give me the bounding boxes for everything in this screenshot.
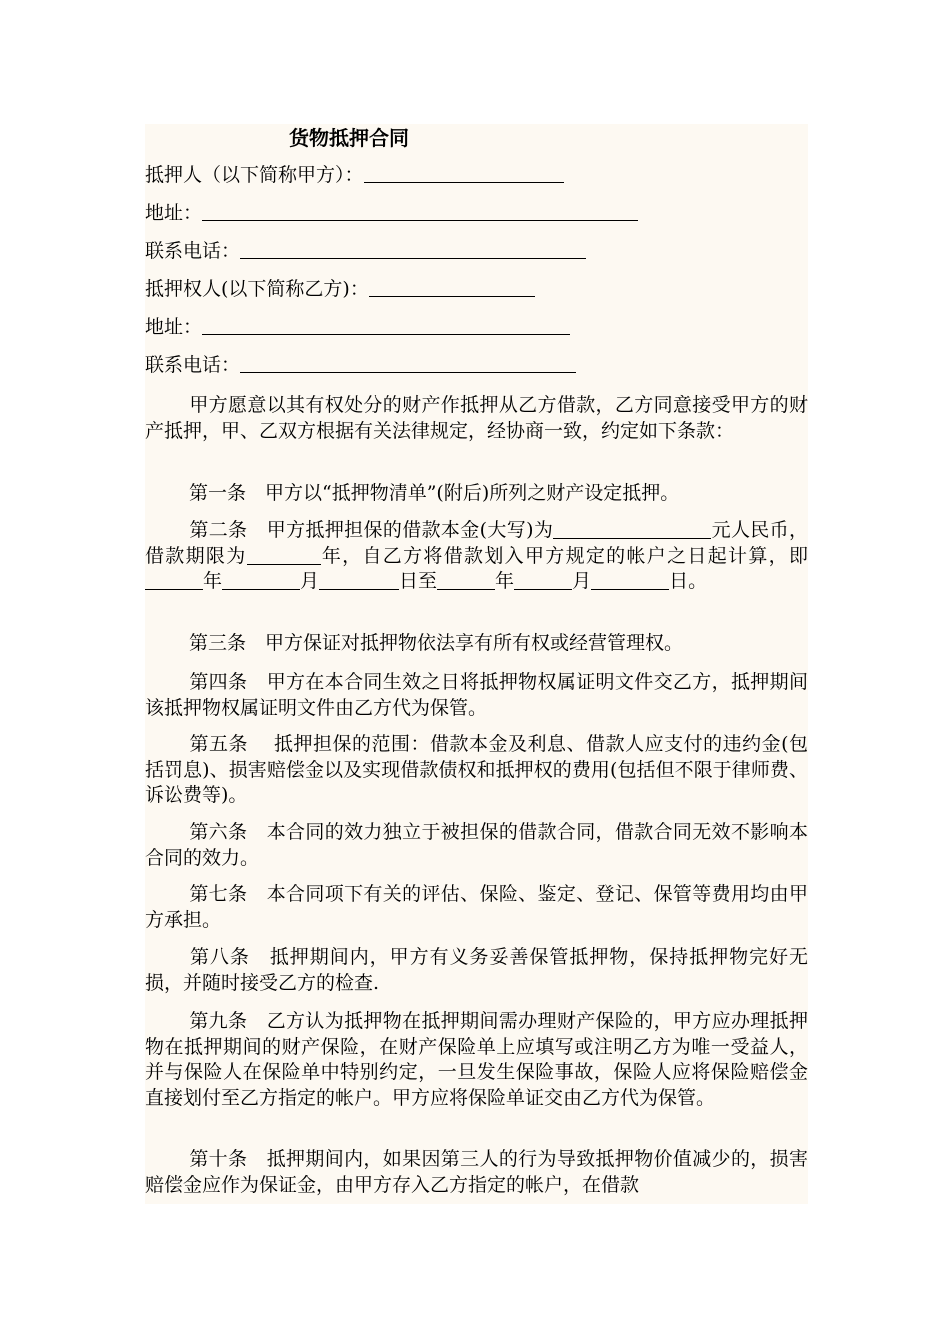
article-2-month-2: 月 xyxy=(572,570,592,592)
article-9-text: 第九条 乙方认为抵押物在抵押期间需办理财产保险的，甲方应办理抵押物在抵押期间的财产保险，在财产保险单上应填写或注明乙方为唯一受益人，并与保险人在保险单中特别约定，一旦发生保险事故，保险人应将保险赔偿金直接划付至乙方指定的帐户。甲方应将保险单证交由乙方代为保管。 xyxy=(145,1010,808,1109)
article-10-text: 第十条 抵押期间内，如果因第三人的行为导致抵押物价值减少的，损害赔偿金应作为保证金，由甲方存入乙方指定的帐户，在借款 xyxy=(145,1148,808,1196)
mortgagor-field xyxy=(145,162,564,188)
mortgagor-address-label: 地址： xyxy=(145,202,203,224)
start-month-blank xyxy=(222,571,300,590)
mortgagee-label: 抵押权人(以下简称乙方)： xyxy=(145,278,369,300)
mortgagor-phone-label: 联系电话： xyxy=(145,240,241,262)
article-7-text: 第七条 本合同项下有关的评估、保险、鉴定、登记、保管等费用均由甲方承担。 xyxy=(145,883,808,931)
document-title: 货物抵押合同 xyxy=(289,126,409,150)
mortgagee-address-blank xyxy=(202,314,570,335)
mortgagor-address-field xyxy=(145,200,638,226)
start-year-blank xyxy=(145,571,203,590)
article-4 xyxy=(145,670,808,721)
article-1-text: 第一条 甲方以“抵押物清单”(附后)所列之财产设定抵押。 xyxy=(189,482,680,504)
mortgagor-phone-field xyxy=(145,238,586,264)
end-day-blank xyxy=(591,571,669,590)
mortgagee-phone-label: 联系电话： xyxy=(145,354,241,376)
article-2-month-1: 月 xyxy=(300,570,320,592)
article-2-day-end: 日。 xyxy=(669,570,708,592)
mortgagor-label: 抵押人（以下简称甲方）： xyxy=(145,164,364,186)
article-6-text: 第六条 本合同的效力独立于被担保的借款合同，借款合同无效不影响本合同的效力。 xyxy=(145,821,808,869)
mortgagee-address-label: 地址： xyxy=(145,316,203,338)
article-2-part-c: 年，自乙方将借款划入甲方规定的帐户之日起计算，即 xyxy=(320,544,808,567)
mortgagee-field xyxy=(145,276,535,302)
article-2 xyxy=(145,518,808,595)
end-year-blank xyxy=(437,571,495,590)
mortgagee-blank xyxy=(369,276,535,297)
mortgagor-phone-blank xyxy=(240,238,586,259)
end-month-blank-a xyxy=(514,571,572,590)
article-5 xyxy=(145,732,808,809)
mortgagee-phone-blank xyxy=(240,352,576,373)
article-2-part-a: 第二条 甲方抵押担保的借款本金(大写)为 xyxy=(189,519,554,541)
article-3-text: 第三条 甲方保证对抵押物依法享有所有权或经营管理权。 xyxy=(189,632,684,654)
mortgagor-blank xyxy=(364,162,564,183)
document-page xyxy=(145,124,808,1204)
intro-text: 甲方愿意以其有权处分的财产作抵押从乙方借款，乙方同意接受甲方的财产抵押，甲、乙双方根据有关法律规定，经协商一致，约定如下条款： xyxy=(145,394,808,442)
article-3 xyxy=(145,631,808,657)
article-10 xyxy=(145,1147,808,1198)
article-6 xyxy=(145,820,808,871)
term-blank xyxy=(247,546,321,565)
mortgagee-phone-field xyxy=(145,352,576,378)
mortgagee-address-field xyxy=(145,314,570,340)
article-1 xyxy=(145,481,808,507)
article-2-day-to: 日至 xyxy=(399,570,438,592)
article-2-year-1: 年 xyxy=(203,570,223,592)
article-2-year-2: 年 xyxy=(495,570,515,592)
article-9 xyxy=(145,1009,808,1111)
intro-paragraph xyxy=(145,393,808,444)
start-day-blank xyxy=(319,571,399,590)
mortgagor-address-blank xyxy=(202,200,638,221)
article-2-part-b: 元人民币，借款期限为 xyxy=(145,519,808,567)
principal-blank xyxy=(553,520,711,539)
article-4-text: 第四条 甲方在本合同生效之日将抵押物权属证明文件交乙方，抵押期间该抵押物权属证明文件由乙方代为保管。 xyxy=(145,671,808,719)
article-8-text: 第八条 抵押期间内，甲方有义务妥善保管抵押物，保持抵押物完好无损，并随时接受乙方的检查. xyxy=(145,946,808,994)
article-8 xyxy=(145,945,808,996)
article-7 xyxy=(145,882,808,933)
article-5-text: 第五条 抵押担保的范围：借款本金及利息、借款人应支付的违约金(包括罚息)、损害赔偿金以及实现借款债权和抵押权的费用(包括但不限于律师费、诉讼费等)。 xyxy=(145,733,808,806)
